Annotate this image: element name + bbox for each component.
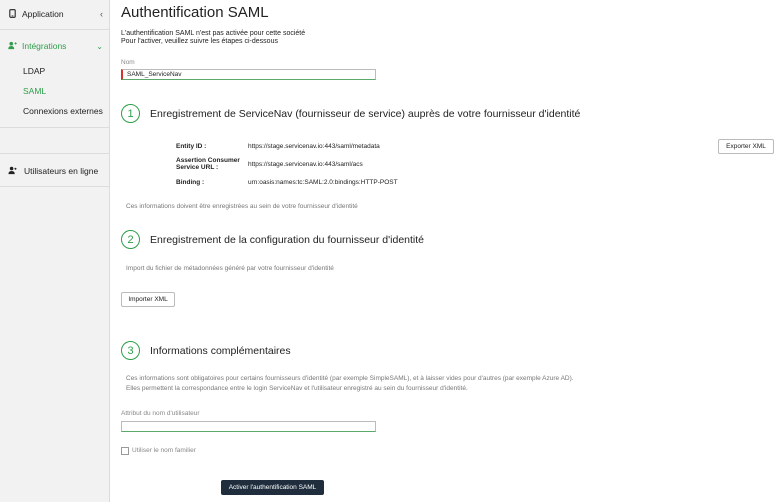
intro-text bbox=[121, 30, 305, 46]
sidebar-divider bbox=[0, 153, 110, 154]
acs-url-label bbox=[176, 157, 240, 171]
acs-url-value: https://stage.servicenav.io:443/saml/acs bbox=[248, 161, 363, 168]
name-label: Nom bbox=[121, 59, 135, 66]
sidebar-item-label: Connexions externes bbox=[23, 106, 103, 116]
username-attribute-input[interactable] bbox=[121, 421, 376, 432]
sidebar-divider bbox=[0, 186, 110, 187]
user-plus-icon bbox=[8, 41, 17, 50]
binding-value: urn:oasis:names:tc:SAML:2.0:bindings:HTTP-POST bbox=[248, 179, 398, 186]
use-familiar-name-label: Utiliser le nom familier bbox=[132, 447, 196, 454]
step-1-note: Ces informations doivent être enregistrées au sein de votre fournisseur d'identité bbox=[126, 203, 358, 210]
sidebar bbox=[0, 0, 110, 502]
sidebar-divider bbox=[0, 29, 110, 30]
step-2-title: Enregistrement de la configuration du fournisseur d'identité bbox=[150, 234, 424, 246]
sidebar-item-label: Utilisateurs en ligne bbox=[24, 166, 99, 176]
acs-url-label-line: Service URL : bbox=[176, 164, 219, 171]
device-mobile-icon bbox=[8, 9, 17, 18]
chevron-left-icon[interactable]: ‹ bbox=[100, 9, 103, 19]
step-3-number: 3 bbox=[121, 341, 140, 360]
chevron-down-icon[interactable]: ⌄ bbox=[96, 41, 103, 51]
sidebar-item-online-users[interactable] bbox=[0, 164, 110, 178]
step-3-note-line: Ces informations sont obligatoires pour certains fournisseurs d'identité (par exemple SimpleSAML), et à laisser vides pour d'autres (par exemple Azure AD). bbox=[126, 375, 574, 382]
user-connected-icon bbox=[8, 166, 17, 175]
username-attribute-label: Attribut du nom d'utilisateur bbox=[121, 410, 200, 417]
step-3-note-line: Elles permettent la correspondance entre le login ServiceNav et l'utilisateur enregistré au sein du fournisseur d'identité. bbox=[126, 385, 468, 392]
entity-id-value: https://stage.servicenav.io:443/saml/metadata bbox=[248, 143, 380, 150]
step-3-note bbox=[126, 374, 574, 394]
sidebar-divider bbox=[0, 127, 110, 128]
acs-url-label-line: Assertion Consumer bbox=[176, 157, 240, 164]
intro-line: L'authentification SAML n'est pas activée pour cette société bbox=[121, 30, 306, 37]
page-title: Authentification SAML bbox=[121, 4, 269, 21]
step-2-number: 2 bbox=[121, 230, 140, 249]
entity-id-label: Entity ID : bbox=[176, 143, 207, 150]
import-xml-button[interactable]: Importer XML bbox=[121, 292, 175, 307]
binding-label: Binding : bbox=[176, 179, 205, 186]
activate-saml-button[interactable]: Activer l'authentification SAML bbox=[221, 480, 324, 495]
sidebar-item-label: SAML bbox=[23, 86, 47, 96]
main-content bbox=[121, 0, 784, 502]
sidebar-item-integrations[interactable] bbox=[0, 39, 110, 53]
step-1-number: 1 bbox=[121, 104, 140, 123]
sidebar-item-application[interactable] bbox=[0, 7, 110, 21]
sidebar-item-label: LDAP bbox=[23, 66, 46, 76]
step-2-note: Import du fichier de métadonnées généré par votre fournisseur d'identité bbox=[126, 265, 334, 272]
sidebar-item-label: Application bbox=[22, 9, 64, 19]
export-xml-button[interactable]: Exporter XML bbox=[718, 139, 774, 154]
intro-line: Pour l'activer, veuillez suivre les étapes ci-dessous bbox=[121, 38, 278, 45]
use-familiar-name-checkbox[interactable] bbox=[121, 447, 129, 455]
sidebar-item-saml[interactable] bbox=[0, 85, 110, 97]
sidebar-item-external-connections[interactable] bbox=[0, 105, 110, 117]
sidebar-item-label: Intégrations bbox=[22, 41, 67, 51]
step-3-title: Informations complémentaires bbox=[150, 345, 291, 357]
name-input[interactable] bbox=[121, 69, 376, 80]
sidebar-item-ldap[interactable] bbox=[0, 65, 110, 77]
step-1-title: Enregistrement de ServiceNav (fournisseur de service) auprès de votre fournisseur d'identité bbox=[150, 108, 581, 120]
